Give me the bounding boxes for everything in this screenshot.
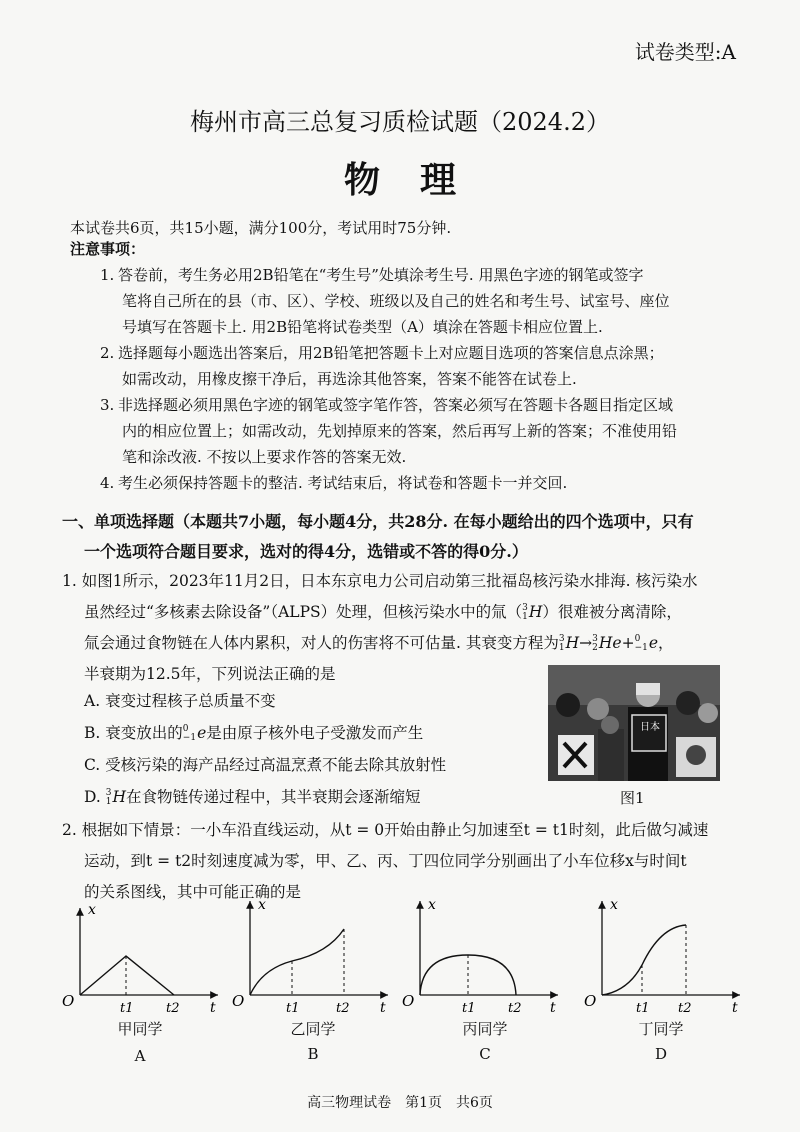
notice-heading: 注意事项：: [70, 240, 146, 258]
figure-1-photo: [548, 665, 720, 781]
option-label: D.: [84, 788, 101, 806]
option-label: B.: [84, 724, 101, 742]
svg-text:t: t: [550, 1000, 556, 1015]
section-line: 一个选项符合题目要求，选对的得4分，选错或不答的得0分.）: [84, 542, 528, 561]
graph-d-student: 丁同学: [638, 1020, 684, 1038]
graph-a-student: 甲同学: [117, 1020, 163, 1038]
q1-line: ）很难被分离清除，: [542, 603, 682, 621]
notice-num: 2.: [100, 344, 115, 362]
graph-b-student: 乙同学: [290, 1020, 336, 1038]
notice-num: 4.: [100, 474, 115, 492]
svg-text:O: O: [232, 992, 245, 1010]
graph-c-student: 丙同学: [462, 1020, 508, 1038]
svg-text:x: x: [610, 897, 618, 913]
option-text: 受核污染的海产品经过高温烹煮不能去除其放射性: [105, 756, 447, 774]
q1-option-c[interactable]: [84, 753, 446, 775]
svg-text:t1: t1: [462, 1001, 476, 1015]
exam-intro: 本试卷共6页，共15小题，满分100分，考试用时75分钟.: [70, 219, 452, 237]
tritium-symbol: 3 1: [522, 603, 528, 622]
q1-line: 半衰期为12.5年，下列说法正确的是: [84, 665, 336, 683]
graph-d[interactable]: [580, 893, 750, 1063]
notice-line: 笔和涂改液. 不按以上要求作答的答案无效.: [122, 448, 407, 466]
graph-b-plot: [228, 893, 398, 1015]
option-text: 衰变过程核子总质量不变: [105, 692, 276, 710]
graph-a-plot: [58, 900, 228, 1015]
graph-c-letter: C: [479, 1045, 491, 1063]
q1-option-b[interactable]: B. 衰变放出的 0 −1 e是由原子核外电子受激发而产生: [84, 724, 424, 743]
section-1-heading: [62, 507, 742, 567]
notice-num: 3.: [100, 396, 115, 414]
photo-sign-text: 日本: [640, 722, 660, 733]
graph-a[interactable]: [58, 900, 228, 1065]
notice-num: 1.: [100, 266, 115, 284]
option-label: C.: [84, 756, 101, 774]
q2-line: 根据如下情景：一小车沿直线运动，从t = 0开始由静止匀加速至t = t1时刻，此后做匀减速: [81, 821, 709, 839]
paper-type-label: 试卷类型:A: [634, 40, 736, 64]
notice-line: 如需改动，用橡皮擦干净后，再选涂其他答案，答案不能答在试卷上.: [122, 370, 577, 388]
option-text: 是由原子核外电子受激发而产生: [206, 724, 424, 742]
q2-line: 运动，到t = t2时刻速度减为零，甲、乙、丙、丁四位同学分别画出了小车位移x与时间t: [84, 852, 687, 870]
graph-b-curve: [250, 929, 344, 995]
svg-text:t: t: [380, 1000, 386, 1015]
svg-text:O: O: [402, 992, 415, 1010]
svg-text:O: O: [584, 992, 597, 1010]
svg-text:t2: t2: [166, 1001, 180, 1015]
graph-b-letter: B: [307, 1045, 319, 1063]
q1-option-d[interactable]: D. 3 1 H在食物链传递过程中，其半衰期会逐渐缩短: [84, 788, 421, 807]
section-line: 一、单项选择题（本题共7小题，每小题4分，共28分. 在每小题给出的四个选项中，只有: [62, 512, 694, 531]
question-1: 1. 如图1所示，2023年11月2日，日本东京电力公司启动第三批福岛核污染水排海. 核污染水 虽然经过“多核素去除设备”（ALPS）处理，但核污染水中的氚（ 3 1 H）很难被分离清除， 氚会通过食物链在人体内累积，对人的伤害将不可估量. 其衰变方程为 3 1 H→ 3 2 He+ 0 −1 e， 半衰期为12.5年，下列说法正确的是: [62, 572, 698, 683]
q1-line: 虽然经过“多核素去除设备”（ALPS）处理，但核污染水中的氚（: [84, 603, 523, 621]
notice-item-2: [100, 340, 730, 392]
graph-d-curve: [602, 925, 686, 995]
notice-line: 考生必须保持答题卡的整洁. 考试结束后，将试卷和答题卡一并交回.: [118, 474, 568, 492]
page-footer: 高三物理试卷 第1页 共6页: [307, 1095, 493, 1111]
graph-a-letter: A: [134, 1047, 146, 1065]
svg-text:x: x: [258, 897, 266, 913]
notice-line: 笔将自己所在的县（市、区）、学校、班级以及自己的姓名和考生号、试室号、座位: [122, 292, 670, 310]
notice-line: 内的相应位置上；如需改动，先划掉原来的答案，然后再写上新的答案；不准使用铅: [122, 422, 678, 440]
svg-text:x: x: [428, 897, 436, 913]
q1-option-a[interactable]: [84, 689, 276, 711]
question-number: 2.: [62, 821, 77, 839]
graph-c-plot: [398, 893, 568, 1015]
graph-b[interactable]: [228, 893, 398, 1063]
svg-text:x: x: [88, 902, 96, 918]
notice-line: 选择题每小题选出答案后，用2B铅笔把答题卡上对应题目选项的答案信息点涂黑；: [118, 344, 664, 362]
svg-text:t1: t1: [636, 1001, 650, 1015]
option-text: 在食物链传递过程中，其半衰期会逐渐缩短: [126, 788, 421, 806]
tritium-symbol: 3 1: [105, 788, 112, 807]
notice-item-3: [100, 392, 730, 470]
q2-line: 的关系图线，其中可能正确的是: [84, 883, 302, 901]
svg-text:t2: t2: [678, 1001, 692, 1015]
q1-line: 如图1所示，2023年11月2日，日本东京电力公司启动第三批福岛核污染水排海. 核污染水: [81, 572, 698, 590]
graph-d-letter: D: [654, 1045, 668, 1063]
notice-item-4: [100, 470, 730, 496]
svg-text:t: t: [210, 1000, 216, 1015]
option-label: A.: [84, 692, 101, 710]
figure-1-caption: 图1: [620, 789, 645, 807]
protest-photo-illustration: [548, 665, 720, 781]
exam-title: 梅州市高三总复习质检试题（2024.2）: [190, 108, 610, 136]
svg-text:t1: t1: [120, 1001, 134, 1015]
svg-text:t2: t2: [508, 1001, 522, 1015]
svg-text:O: O: [62, 992, 75, 1010]
decay-equation: 3 1: [558, 634, 565, 653]
electron-symbol: 0 −1: [182, 724, 197, 743]
notice-line: 答卷前，考生务必用2B铅笔在“考生号”处填涂考生号. 用黑色字迹的钢笔或签字: [118, 266, 644, 284]
svg-text:t1: t1: [286, 1001, 300, 1015]
subject-title: 物理: [343, 159, 496, 201]
option-text: 衰变放出的: [105, 724, 183, 742]
svg-text:t: t: [732, 1000, 738, 1015]
graph-c[interactable]: [398, 893, 568, 1063]
notice-line: 非选择题必须用黑色字迹的钢笔或签字笔作答，答案必须写在答题卡各题目指定区域: [118, 396, 674, 414]
graph-d-plot: [580, 893, 750, 1015]
question-number: 1.: [62, 572, 77, 590]
notice-line: 号填写在答题卡上. 用2B铅笔将试卷类型（A）填涂在答题卡相应位置上.: [122, 318, 603, 336]
q1-line: 氚会通过食物链在人体内累积，对人的伤害将不可估量. 其衰变方程为: [84, 634, 559, 652]
svg-text:t2: t2: [336, 1001, 350, 1015]
notice-item-1: [100, 262, 730, 340]
graph-a-curve: [80, 956, 174, 995]
